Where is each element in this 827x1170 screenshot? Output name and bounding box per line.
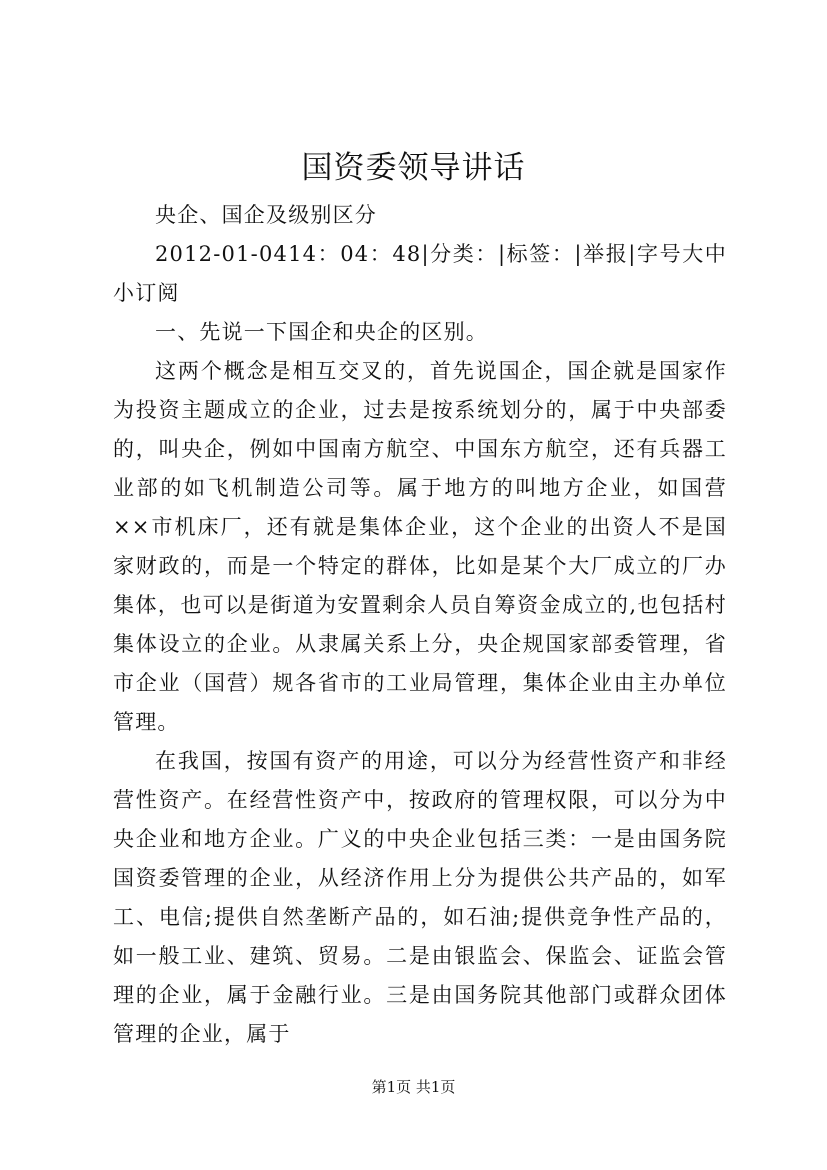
- document-body: [113, 196, 727, 1054]
- subtitle-paragraph: 央企、国企及级别区分: [155, 203, 377, 227]
- meta-paragraph: 2012-01-0414：04：48|分类：|标签：|举报|字号大中小订阅: [113, 242, 727, 305]
- body-paragraph: 在我国，按国有资产的用途，可以分为经营性资产和非经营性资产。在经营性资产中，按政府的管理权限，可以分为中央企业和地方企业。广义的中央企业包括三类：一是由国务院国资委管理的企业，从经济作用上分为提供公共产品的，如军工、电信;提供自然垄断产品的，如石油;提供竞争性产品的，如一般工业、建筑、贸易。二是由银监会、保监会、证监会管理的企业，属于金融行业。三是由国务院其他部门或群众团体管理的企业，属于: [113, 749, 727, 1046]
- document-title: 国资委领导讲话: [301, 150, 526, 186]
- page-footer: 第1页 共1页: [371, 1078, 456, 1096]
- section-heading-paragraph: 一、先说一下国企和央企的区别。: [155, 320, 488, 344]
- body-paragraph: 这两个概念是相互交叉的，首先说国企，国企就是国家作为投资主题成立的企业，过去是按系统划分的，属于中央部委的，叫央企，例如中国南方航空、中国东方航空，还有兵器工业部的如飞机制造公司等。属于地方的叫地方企业，如国营××市机床厂，还有就是集体企业，这个企业的出资人不是国家财政的，而是一个特定的群体，比如是某个大厂成立的厂办集体，也可以是街道为安置剩余人员自筹资金成立的,也包括村集体设立的企业。从隶属关系上分，央企规国家部委管理，省市企业（国营）规各省市的工业局管理，集体企业由主办单位管理。: [113, 359, 727, 734]
